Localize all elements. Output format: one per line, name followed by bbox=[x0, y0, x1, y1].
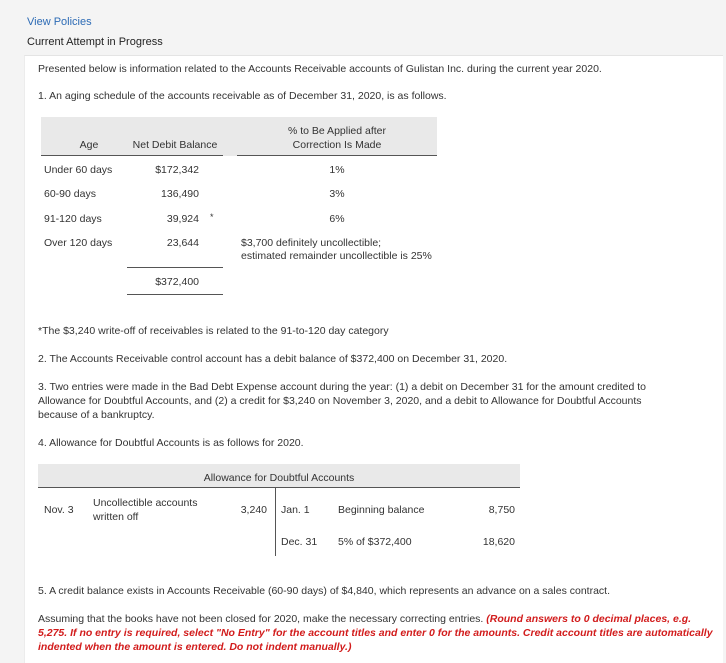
col-balance-header: Net Debit Balance bbox=[132, 139, 218, 151]
question-card bbox=[24, 55, 723, 663]
table-row-age: 91-120 days bbox=[44, 213, 102, 225]
table-row-balance: $172,342 bbox=[155, 164, 199, 176]
intro-text: Presented below is information related to the Accounts Receivable accounts of Gulistan Inc. during the current year 2020. bbox=[38, 63, 602, 75]
table-row-balance: 23,644 bbox=[166, 237, 199, 249]
footnote-marker: * bbox=[210, 212, 214, 222]
t-debit-date: Nov. 3 bbox=[44, 504, 74, 516]
item-5-text: 5. A credit balance exists in Accounts Receivable (60-90 days) of $4,840, which represents an advance on a sales contract. bbox=[38, 585, 610, 597]
footnote-text: *The $3,240 write-off of receivables is related to the 91-to-120 day category bbox=[38, 325, 389, 337]
item-1-text: 1. An aging schedule of the accounts receivable as of December 31, 2020, is as follows. bbox=[38, 90, 447, 102]
table-row-pct: 6% bbox=[329, 213, 345, 225]
item-3-line1: 3. Two entries were made in the Bad Debt Expense account during the year: (1) a debit on December 31 for the amount credited to bbox=[38, 381, 646, 393]
item-2-text: 2. The Accounts Receivable control account has a debit balance of $372,400 on December 31, 2020. bbox=[38, 353, 508, 365]
instructions-line1 bbox=[38, 613, 691, 625]
t-account-title: Allowance for Doubtful Accounts bbox=[203, 472, 355, 484]
instructions-red-line2: 5,275. If no entry is required, select "No Entry" for the account titles and enter 0 for the amounts. Credit account titles are automatically bbox=[38, 627, 713, 639]
t-credit-amount: 18,620 bbox=[482, 536, 515, 548]
table-row-pct-line2: estimated remainder uncollectible is 25% bbox=[241, 250, 432, 262]
t-debit-desc-line1: Uncollectible accounts bbox=[93, 497, 198, 509]
view-policies-link[interactable]: View Policies bbox=[27, 16, 92, 28]
table-row-age: Over 120 days bbox=[44, 237, 113, 249]
t-debit-desc-line2: written off bbox=[93, 511, 139, 523]
col-pct-header-line1: % to Be Applied after bbox=[287, 125, 387, 137]
item-3-line2: Allowance for Doubtful Accounts, and (2) a credit for $3,240 on November 3, 2020, and a debit to Allowance for Doubtful Accounts bbox=[38, 395, 642, 407]
table-row-age: 60-90 days bbox=[44, 188, 96, 200]
t-debit-amount: 3,240 bbox=[240, 504, 267, 516]
t-credit-desc: 5% of $372,400 bbox=[338, 536, 412, 548]
instructions-text: Assuming that the books have not been closed for 2020, make the necessary correcting entries. bbox=[38, 613, 484, 625]
table-row-pct: 1% bbox=[329, 164, 345, 176]
col-pct-header-line2: Correction Is Made bbox=[292, 139, 382, 151]
attempt-title: Current Attempt in Progress bbox=[27, 36, 163, 48]
t-credit-date: Dec. 31 bbox=[281, 536, 318, 548]
t-credit-date: Jan. 1 bbox=[281, 504, 310, 516]
item-3-line3: because of a bankruptcy. bbox=[38, 409, 155, 421]
col-age-header: Age bbox=[79, 139, 99, 151]
table-row-balance: 39,924 bbox=[166, 213, 199, 225]
table-row-pct-line1: $3,700 definitely uncollectible; bbox=[241, 237, 382, 249]
instructions-red-line1: (Round answers to 0 decimal places, e.g. bbox=[486, 613, 692, 625]
t-credit-amount: 8,750 bbox=[488, 504, 515, 516]
instructions-red-line3: indented when the amount is entered. Do not indent manually.) bbox=[38, 641, 352, 653]
table-row-age: Under 60 days bbox=[44, 164, 113, 176]
aging-total: $372,400 bbox=[155, 276, 199, 288]
item-4-text: 4. Allowance for Doubtful Accounts is as follows for 2020. bbox=[38, 437, 304, 449]
table-row-balance: 136,490 bbox=[161, 188, 199, 200]
t-credit-desc: Beginning balance bbox=[338, 504, 425, 516]
table-row-pct: 3% bbox=[329, 188, 345, 200]
